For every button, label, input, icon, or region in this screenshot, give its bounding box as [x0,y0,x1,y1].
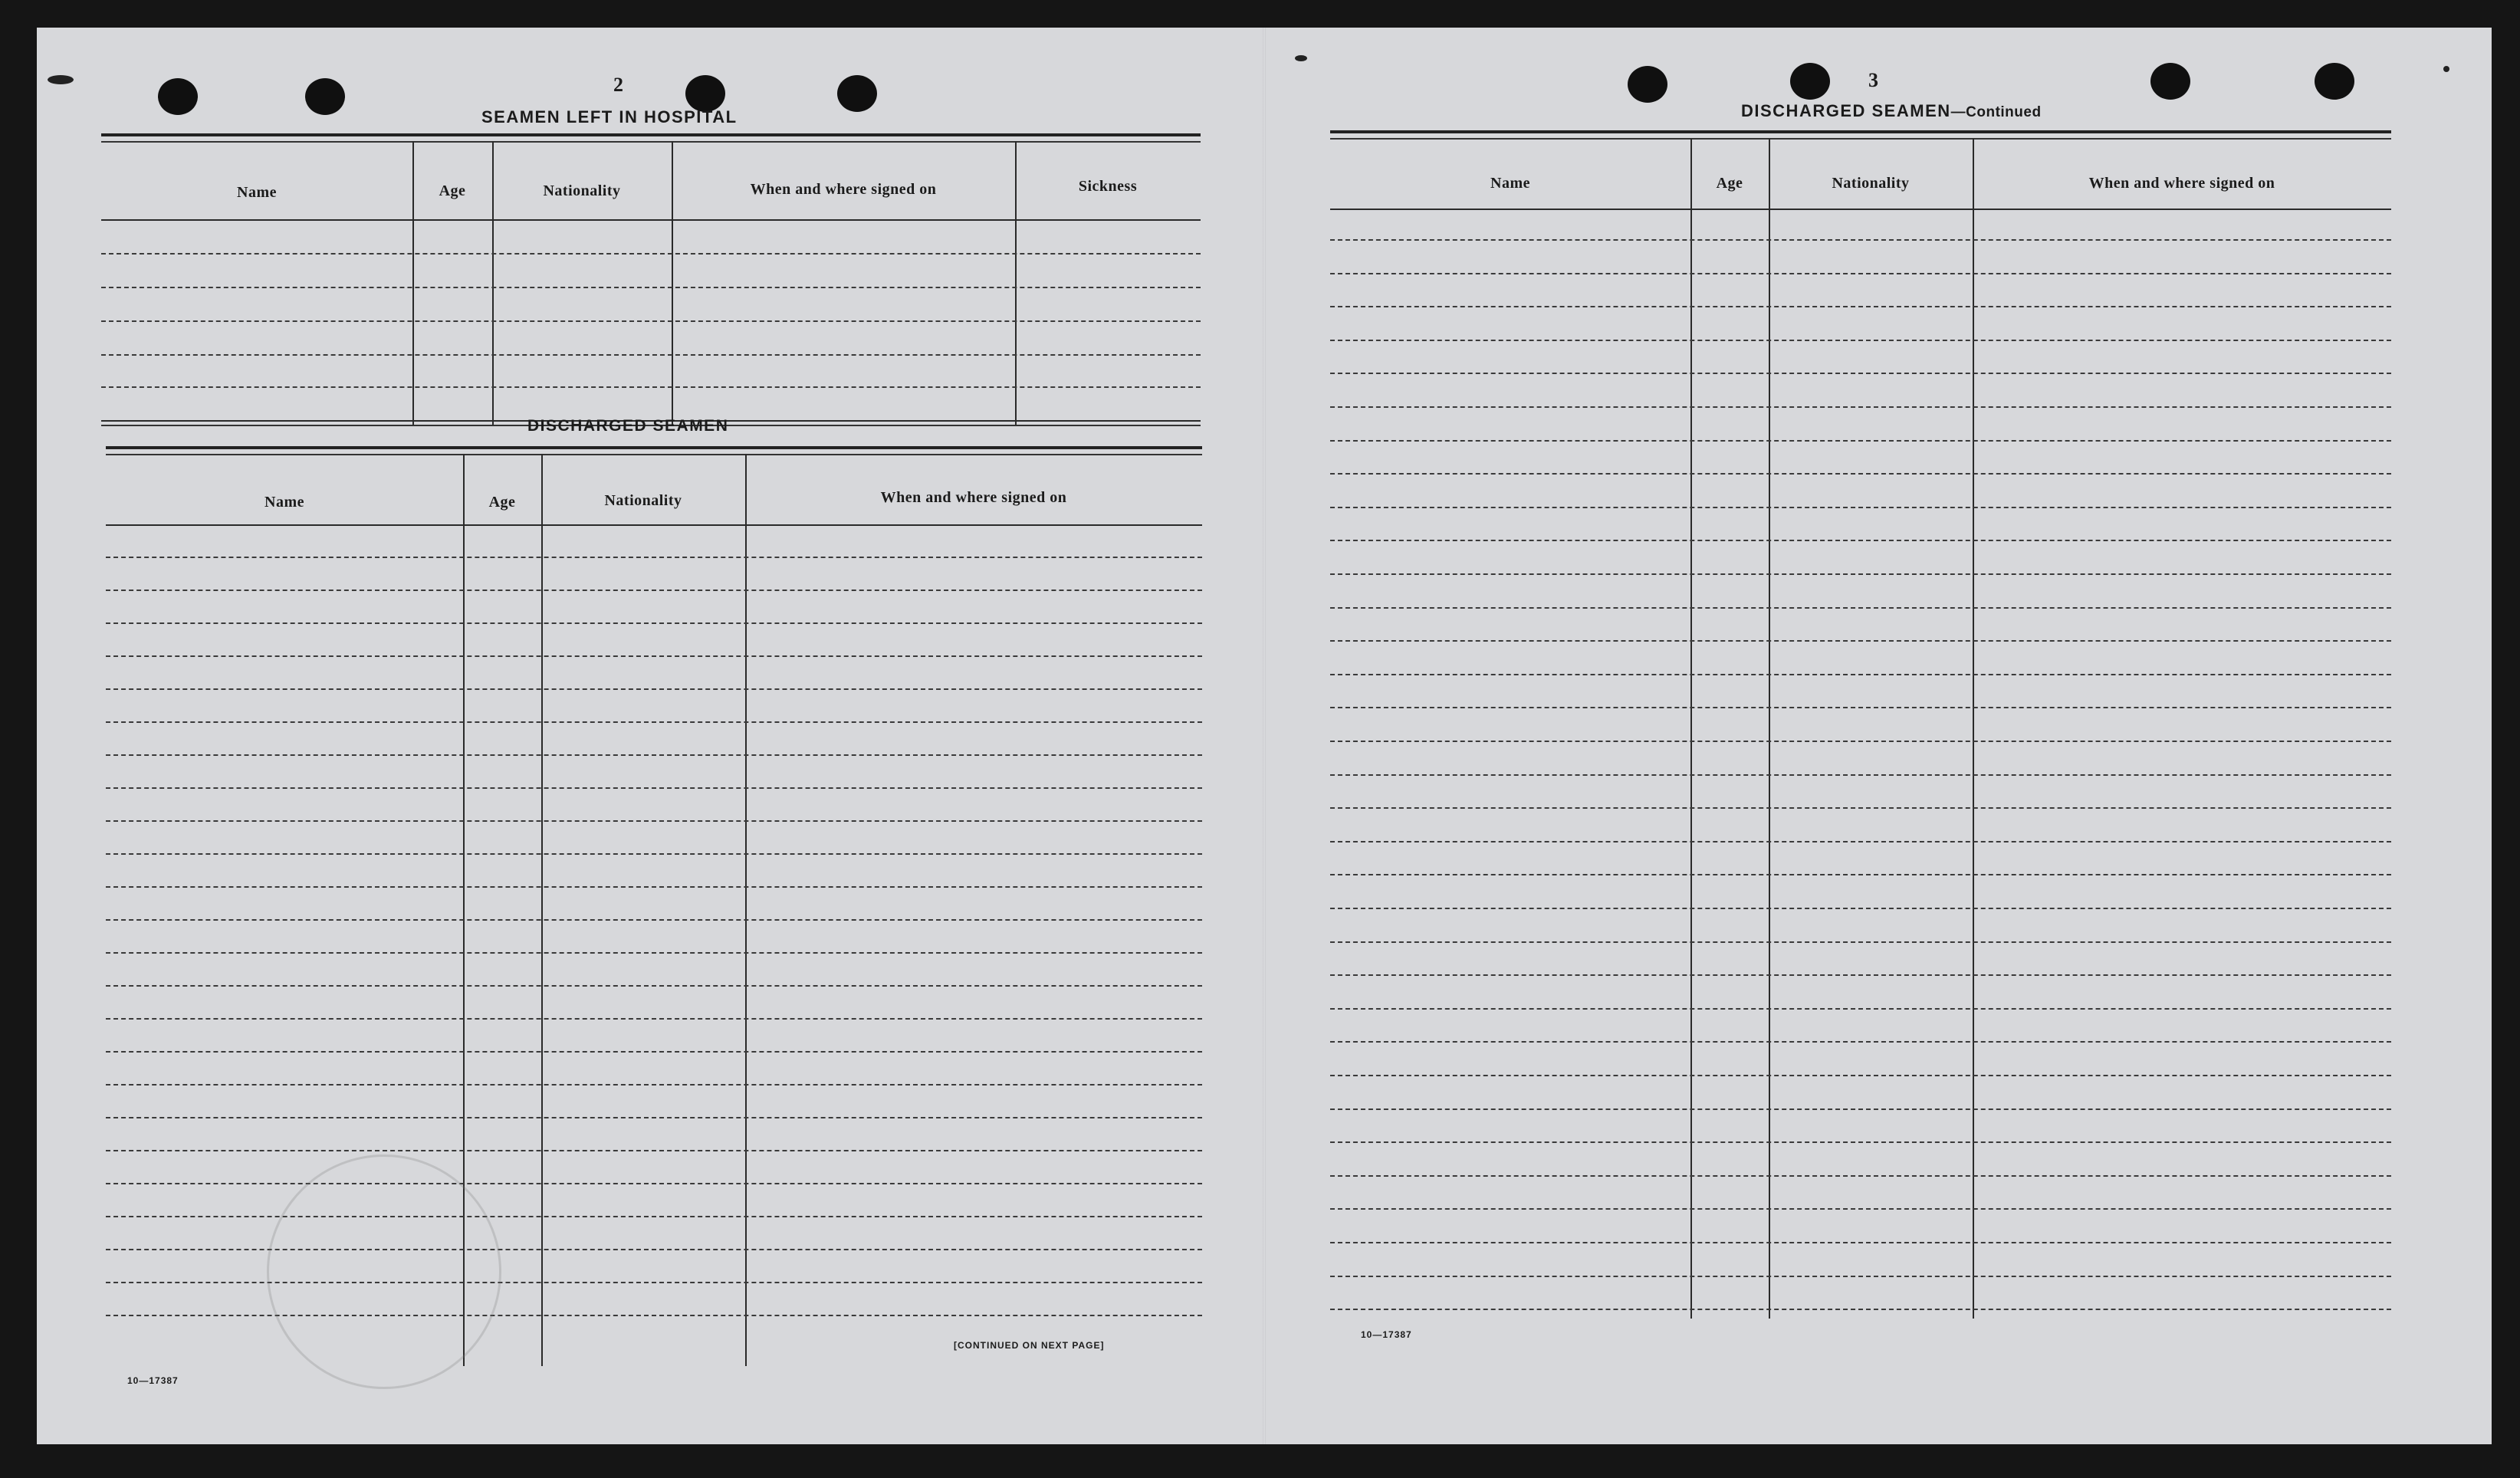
punch-hole [2315,63,2354,100]
column-header-age: Age [488,494,516,511]
entry-line [106,820,1202,822]
entry-line [106,919,1202,921]
header-underline [106,524,1202,526]
entry-line [1330,440,2391,442]
column-header-nationality: Nationality [604,492,682,509]
entry-line [1330,974,2391,976]
column-divider [412,141,414,425]
title-main: DISCHARGED SEAMEN [1741,101,1951,120]
entry-line [1330,273,2391,274]
entry-line [106,985,1202,987]
entry-line [106,655,1202,657]
entry-line [106,1117,1202,1118]
entry-line [1330,1141,2391,1143]
continued-note: [CONTINUED ON NEXT PAGE] [954,1340,1105,1351]
entry-line [1330,1041,2391,1043]
column-header-age: Age [1716,175,1743,192]
entry-line [106,1084,1202,1086]
column-header-name: Name [264,494,304,511]
entry-line [106,1018,1202,1020]
column-header-nationality: Nationality [1832,175,1910,192]
column-header-when-where: When and where signed on [750,181,937,198]
column-divider [672,141,673,425]
discharged-table-right [1330,138,2391,1319]
top-rule [101,133,1201,136]
entry-line [101,287,1201,288]
entry-line [1330,1175,2391,1177]
punch-hole [305,78,345,115]
entry-line [101,354,1201,356]
entry-line [1330,1108,2391,1110]
right-page [1264,28,2492,1444]
header-underline [101,219,1201,221]
page-number: 3 [1868,69,1879,91]
top-rule [1330,130,2391,133]
entry-line [1330,1075,2391,1076]
entry-line [1330,707,2391,708]
entry-line [1330,1276,2391,1277]
entry-line [1330,874,2391,875]
entry-line [1330,1008,2391,1010]
form-number: 10—17387 [1361,1329,1412,1340]
column-header-nationality: Nationality [543,182,621,199]
punch-hole [685,75,725,112]
entry-line [1330,741,2391,742]
column-divider [492,141,494,425]
entry-line [106,1150,1202,1151]
page-number: 2 [613,74,624,96]
column-header-name: Name [237,184,277,201]
entry-line [106,557,1202,558]
document-scan [37,28,2492,1444]
entry-line [1330,573,2391,575]
entry-line [106,787,1202,789]
punch-hole [2150,63,2190,100]
title-suffix: —Continued [1950,104,2042,120]
entry-line [106,853,1202,855]
scan-speck [1295,55,1307,61]
entry-line [106,1315,1202,1316]
entry-line [106,754,1202,756]
entry-line [1330,1208,2391,1210]
hospital-table [101,141,1201,425]
entry-line [1330,540,2391,541]
form-number: 10—17387 [127,1375,179,1386]
header-underline [1330,209,2391,210]
column-header-name: Name [1490,175,1530,192]
entry-line [106,1051,1202,1053]
entry-line [1330,507,2391,508]
entry-line [1330,774,2391,776]
entry-line [1330,640,2391,642]
scan-speck [48,75,74,84]
entry-line [1330,807,2391,809]
entry-line [101,386,1201,388]
entry-line [1330,406,2391,408]
entry-line [1330,674,2391,675]
entry-line [106,1183,1202,1184]
entry-line [106,590,1202,591]
column-header-when-where: When and where signed on [2088,175,2275,192]
entry-line [1330,607,2391,609]
entry-line [1330,941,2391,943]
entry-line [1330,841,2391,842]
entry-line [106,1216,1202,1217]
entry-line [1330,908,2391,909]
entry-line [106,952,1202,954]
column-header-age: Age [439,182,466,199]
entry-line [1330,473,2391,475]
entry-line [1330,306,2391,307]
column-header-when-where: When and where signed on [880,489,1067,506]
discharged-table-left [106,454,1202,1366]
punch-hole [1628,66,1667,103]
scan-speck [2443,66,2449,72]
entry-line [1330,1309,2391,1310]
discharged-continued-title [1741,101,2042,121]
hospital-section-title: SEAMEN LEFT IN HOSPITAL [481,107,738,126]
entry-line [1330,1242,2391,1243]
entry-line [101,320,1201,322]
entry-line [106,886,1202,888]
entry-line [106,688,1202,690]
top-rule [106,446,1202,449]
discharged-section-title: DISCHARGED SEAMEN [527,417,729,435]
punch-hole [158,78,198,115]
entry-line [106,622,1202,624]
faded-stamp-mark [267,1154,501,1389]
column-divider [1015,141,1017,425]
entry-line [101,253,1201,255]
punch-hole [837,75,877,112]
punch-hole [1790,63,1830,100]
column-header-sickness: Sickness [1078,178,1138,195]
entry-line [106,721,1202,723]
entry-line [1330,373,2391,374]
left-page [37,28,1264,1444]
entry-line [1330,239,2391,241]
entry-line [1330,340,2391,341]
